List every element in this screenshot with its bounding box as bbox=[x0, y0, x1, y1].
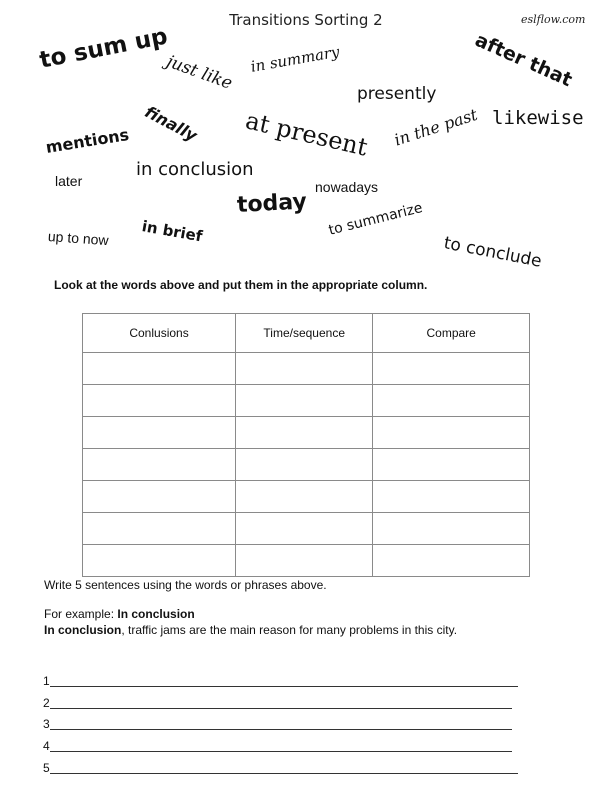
table-cell[interactable] bbox=[83, 353, 236, 385]
word-in-the-past: in the past bbox=[391, 104, 480, 150]
sentences-prompt: Write 5 sentences using the words or phrases above. bbox=[44, 578, 327, 592]
table-cell[interactable] bbox=[373, 417, 530, 449]
answer-line-5[interactable] bbox=[43, 761, 523, 777]
word-at-present: at present bbox=[242, 106, 371, 162]
column-header-time-sequence: Time/sequence bbox=[236, 314, 373, 353]
table-cell[interactable] bbox=[373, 449, 530, 481]
table-row bbox=[83, 481, 530, 513]
example-sentence-start: In conclusion bbox=[44, 623, 122, 637]
table-row bbox=[83, 449, 530, 481]
table-cell[interactable] bbox=[373, 545, 530, 577]
writing-line[interactable] bbox=[50, 729, 512, 730]
line-number: 2 bbox=[43, 696, 50, 710]
table-cell[interactable] bbox=[83, 481, 236, 513]
line-number: 3 bbox=[43, 717, 50, 731]
table-cell[interactable] bbox=[236, 449, 373, 481]
word-up-to-now: up to now bbox=[47, 228, 110, 249]
word-mentions: mentions bbox=[44, 124, 131, 157]
writing-line[interactable] bbox=[50, 773, 518, 774]
table-row bbox=[83, 417, 530, 449]
table-cell[interactable] bbox=[83, 385, 236, 417]
table-row bbox=[83, 545, 530, 577]
word-to-conclude: to conclude bbox=[442, 233, 544, 272]
table-cell[interactable] bbox=[236, 481, 373, 513]
table-cell[interactable] bbox=[373, 481, 530, 513]
table-cell[interactable] bbox=[373, 385, 530, 417]
table-row bbox=[83, 385, 530, 417]
word-today: today bbox=[236, 189, 308, 218]
word-nowadays: nowadays bbox=[315, 179, 379, 195]
table-cell[interactable] bbox=[236, 513, 373, 545]
table-cell[interactable] bbox=[373, 513, 530, 545]
table-cell[interactable] bbox=[83, 513, 236, 545]
word-finally: finally bbox=[141, 102, 201, 146]
word-presently: presently bbox=[357, 84, 437, 104]
table-cell[interactable] bbox=[83, 417, 236, 449]
column-header-compare: Compare bbox=[373, 314, 530, 353]
sorting-table bbox=[82, 313, 530, 577]
writing-line[interactable] bbox=[50, 708, 512, 709]
word-to-summarize: to summarize bbox=[327, 199, 425, 239]
word-in-brief: in brief bbox=[140, 217, 204, 246]
site-name: eslflow.com bbox=[521, 13, 586, 26]
answer-line-2[interactable] bbox=[43, 696, 523, 712]
table-row bbox=[83, 353, 530, 385]
table-row bbox=[83, 513, 530, 545]
table-cell[interactable] bbox=[236, 385, 373, 417]
word-in-summary: in summary bbox=[249, 42, 341, 76]
word-to-sum-up: to sum up bbox=[37, 23, 170, 74]
answer-line-4[interactable] bbox=[43, 739, 523, 755]
table-cell[interactable] bbox=[236, 417, 373, 449]
word-likewise: likewise bbox=[492, 107, 584, 129]
writing-line[interactable] bbox=[50, 751, 512, 752]
writing-line[interactable] bbox=[50, 686, 518, 687]
line-number: 4 bbox=[43, 739, 50, 753]
table-cell[interactable] bbox=[83, 545, 236, 577]
page-title: Transitions Sorting 2 bbox=[229, 11, 383, 29]
answer-line-3[interactable] bbox=[43, 717, 523, 733]
table-header-row bbox=[83, 314, 530, 353]
word-later: later bbox=[55, 173, 83, 189]
table-cell[interactable] bbox=[83, 449, 236, 481]
table-cell[interactable] bbox=[236, 353, 373, 385]
example-sentence-rest: , traffic jams are the main reason for many problems in this city. bbox=[121, 623, 458, 637]
word-just-like: just like bbox=[163, 51, 235, 94]
example-phrase: In conclusion bbox=[117, 607, 195, 621]
word-in-conclusion: in conclusion bbox=[136, 159, 254, 180]
table-cell[interactable] bbox=[236, 545, 373, 577]
sorting-instruction: Look at the words above and put them in the appropriate column. bbox=[54, 278, 428, 292]
example-sentence bbox=[44, 623, 457, 637]
example-line bbox=[44, 607, 195, 621]
column-header-conclusions: Conlusions bbox=[83, 314, 236, 353]
table-cell[interactable] bbox=[373, 353, 530, 385]
word-after-that: after that bbox=[471, 28, 576, 92]
example-label: For example: bbox=[44, 607, 118, 621]
line-number: 1 bbox=[43, 674, 50, 688]
answer-line-1[interactable] bbox=[43, 674, 523, 690]
line-number: 5 bbox=[43, 761, 50, 775]
